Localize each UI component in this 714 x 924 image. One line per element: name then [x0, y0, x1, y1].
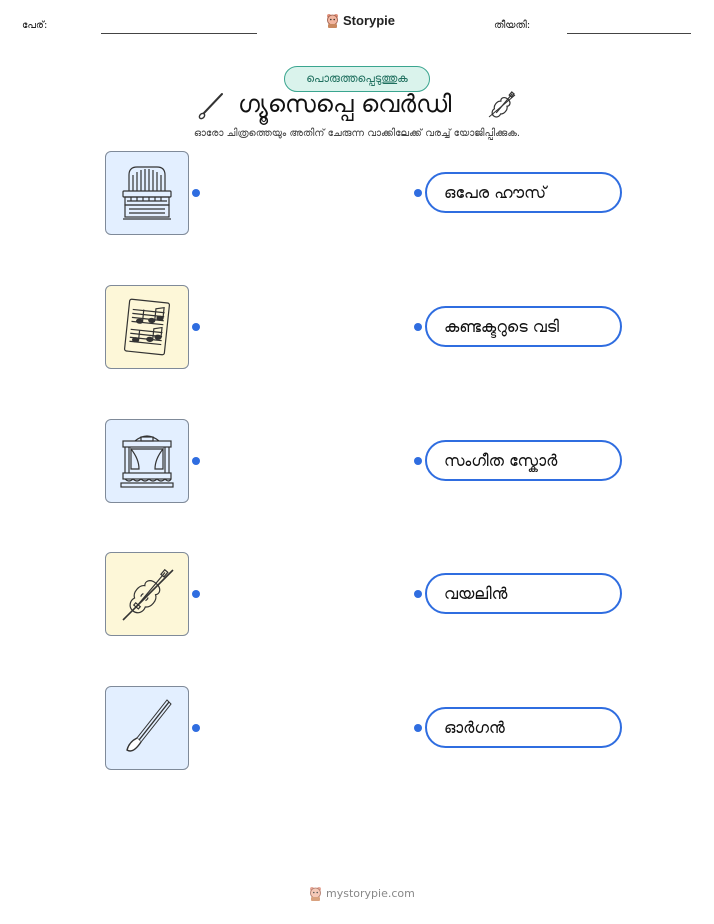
match-row [0, 552, 714, 636]
picture-card [105, 285, 189, 369]
activity-badge: പൊരുത്തപ്പെടുത്തുക [284, 66, 430, 92]
left-connector-dot[interactable] [192, 189, 200, 197]
right-connector-dot[interactable] [414, 323, 422, 331]
right-connector-dot[interactable] [414, 590, 422, 598]
right-connector-dot[interactable] [414, 724, 422, 732]
word-pill[interactable]: വയലിൻ [425, 573, 622, 614]
word-pill[interactable]: ഓർഗൻ [425, 707, 622, 748]
brand-name: Storypie [343, 13, 396, 28]
music-score-icon [115, 295, 179, 359]
picture-card [105, 552, 189, 636]
name-line[interactable] [101, 33, 257, 34]
date-label: തീയതി: [494, 20, 531, 31]
picture-card [105, 419, 189, 503]
left-connector-dot[interactable] [192, 590, 200, 598]
right-connector-dot[interactable] [414, 189, 422, 197]
violin-icon [115, 562, 179, 626]
word-pill[interactable]: സംഗീത സ്കോർ [425, 440, 622, 481]
footer-url[interactable]: mystorypie.com [326, 887, 415, 900]
name-label: പേര്: [22, 20, 48, 31]
instructions: ഓരോ ചിത്രത്തെയും അതിന് ചേരുന്ന വാക്കിലേക്ക് വരച്ച് യോജിപ്പിക്കുക. [193, 128, 521, 139]
match-row [0, 285, 714, 369]
left-connector-dot[interactable] [192, 457, 200, 465]
date-line[interactable] [567, 33, 691, 34]
match-row [0, 151, 714, 235]
storypie-logo-icon [326, 13, 339, 28]
conductor-baton-icon [195, 90, 227, 122]
left-connector-dot[interactable] [192, 724, 200, 732]
word-pill[interactable]: കണ്ടക്ടറുടെ വടി [425, 306, 622, 347]
match-row [0, 419, 714, 503]
match-row [0, 686, 714, 770]
opera-house-icon [115, 429, 179, 493]
conductor-baton-icon [115, 696, 179, 760]
word-pill[interactable]: ഒപേര ഹൗസ് [425, 172, 622, 213]
page-title: ഗ്യൂസെപ്പെ വെർഡി [238, 90, 452, 118]
picture-card [105, 686, 189, 770]
picture-card [105, 151, 189, 235]
storypie-logo-icon [309, 886, 322, 901]
brand [326, 13, 395, 28]
left-connector-dot[interactable] [192, 323, 200, 331]
right-connector-dot[interactable] [414, 457, 422, 465]
violin-icon [485, 89, 519, 123]
footer [309, 886, 415, 901]
pipe-organ-icon [115, 161, 179, 225]
